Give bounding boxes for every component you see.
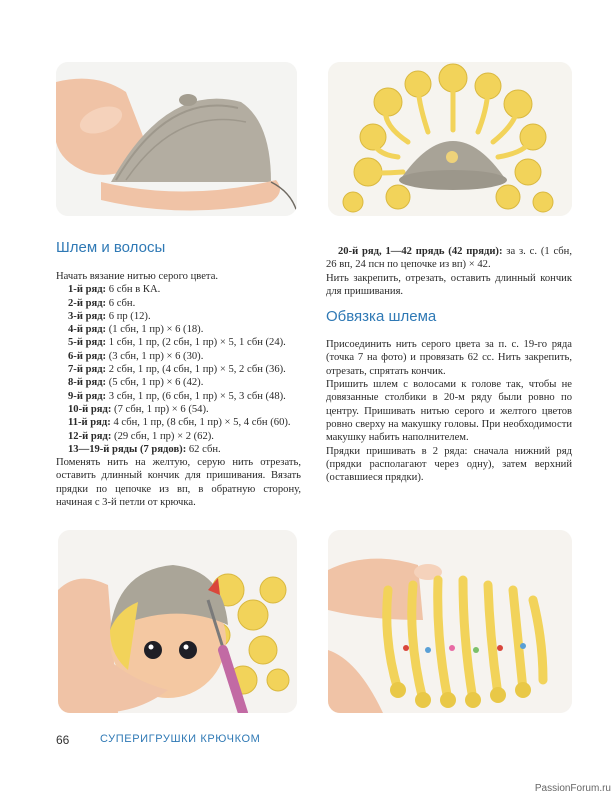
instruction-row: 1-й ряд: 6 сбн в КА. [68, 284, 161, 296]
left-column [56, 239, 301, 509]
instruction-row: 10-й ряд: (7 сбн, 1 пр) × 6 (54). [68, 403, 209, 415]
photo-gray-cap [56, 62, 297, 216]
strand-row-finish: Нить закрепить, отрезать, оставить длинный кончик для пришивания. [326, 272, 572, 297]
instruction-row: 12-й ряд: (29 сбн, 1 пр) × 2 (62). [68, 430, 214, 442]
instruction-row: 3-й ряд: 6 пр (12). [68, 310, 151, 322]
edging-paragraph-3: Прядки пришивать в 2 ряда: сначала нижний ряд (прядки располагают через одну), затем верхний (оставшиеся прядки). [326, 445, 572, 484]
photo-sewing-cap [58, 530, 297, 713]
instruction-row: 6-й ряд: (3 сбн, 1 пр) × 6 (30). [68, 350, 204, 362]
instruction-row: 9-й ряд: 3 сбн, 1 пр, (6 сбн, 1 пр) × 5, 3 сбн (48). [68, 390, 286, 402]
right-column [326, 245, 572, 484]
photo-cap-with-strands [328, 62, 572, 216]
book-title: СУПЕРИГРУШКИ КРЮЧКОМ [100, 733, 261, 745]
curly-strands-illustration [328, 62, 572, 216]
instruction-row: 7-й ряд: 2 сбн, 1 пр, (4 сбн, 1 пр) × 5, 2 сбн (36). [68, 364, 286, 376]
edging-paragraph-1: Присоединить нить серого цвета за п. с. 19-го ряда (точка 7 на фото) и провязать 62 сс. Нить закрепить, отрезать, спрятать кончик. [326, 339, 572, 377]
closing-text: Поменять нить на желтую, серую нить отрезать, оставить длинный кончик для пришивания. Вязать прядки по цепочке из вп, в обратную сторону, начиная с 3-й петли от крючка. [56, 457, 301, 509]
hair-strands-illustration [328, 530, 572, 713]
intro-text: Начать вязание нитью серого цвета. [56, 271, 219, 282]
instruction-row: 2-й ряд: 6 сбн. [68, 297, 136, 309]
photo-hair-strands [328, 530, 572, 713]
watermark: PassionForum.ru [534, 783, 611, 794]
doll-head-illustration [58, 530, 297, 713]
row-list [56, 283, 301, 456]
edging-paragraph-2: Пришить шлем с волосами к голове так, чтобы не довязанные столбики в 20-м ряду были ровно по центру. Пришивать нитью серого и желтого цветов ровно сверху на макушку головы. При необходимости макушку набить наполнителем. [326, 379, 572, 444]
instruction-row: 13—19-й ряды (7 рядов): 62 сбн. [68, 443, 221, 455]
instruction-row: 5-й ряд: 1 сбн, 1 пр, (2 сбн, 1 пр) × 5, 1 сбн (24). [68, 337, 286, 349]
strand-row-instruction: 20-й ряд, 1—42 прядь (42 пряди): за з. с. (1 сбн, 26 вп, 24 псн по цепочке из вп) × 42. [326, 246, 572, 271]
instruction-row: 8-й ряд: (5 сбн, 1 пр) × 6 (42). [68, 377, 204, 389]
instruction-row: 4-й ряд: (1 сбн, 1 пр) × 6 (18). [68, 324, 204, 336]
section-heading-helmet-edging: Обвязка шлема [326, 308, 437, 326]
instruction-row: 11-й ряд: 4 сбн, 1 пр, (8 сбн, 1 пр) × 5, 4 сбн (60). [68, 417, 291, 429]
page-number: 66 [56, 733, 70, 747]
gray-cap-illustration [56, 62, 297, 216]
section-heading-helmet-hair: Шлем и волосы [56, 239, 166, 256]
